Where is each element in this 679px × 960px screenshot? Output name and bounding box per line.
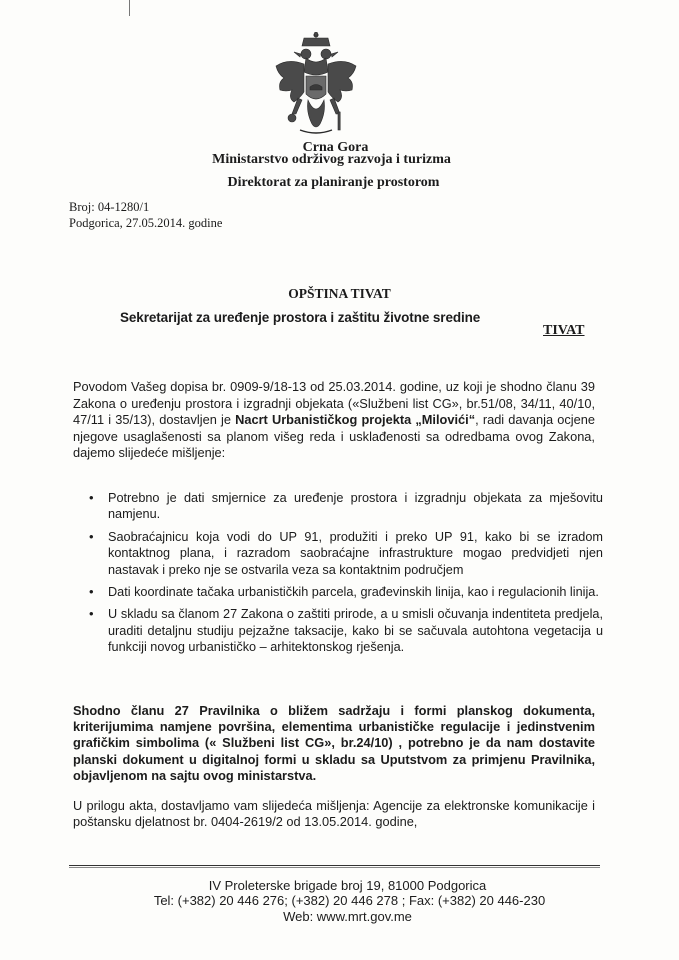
document-number: Broj: 04-1280/1: [69, 200, 150, 214]
project-name: Nacrt Urbanističkog projekta „Milovići“: [235, 412, 476, 428]
footer-web: Web: www.mrt.gov.me: [283, 909, 412, 924]
attachment-paragraph: U prilogu akta, dostavljamo vam slijedeća mišljenja: Agencije za elektronske komunikacije i poštansku djelatnost br. 0404-2619/2 od 13.05.2014. godine,: [73, 798, 595, 830]
scan-mark: [129, 0, 130, 16]
recipient-secretariat: Sekretarijat za uređenje prostora i zaštitu životne sredine: [120, 310, 481, 325]
bullet-dot-icon: •: [89, 584, 94, 600]
intro-text-part1: Povodom Vašeg dopisa br. 0909-9/18-13 od 25.03.2014. godine, uz koji je shodno članu 39 Zakona o uređenju prostora i izgradnji objekata («Službeni list CG», br.51/08, 34/11, 40/10, 47/11 i 35/13), dostavljen je: [73, 379, 595, 428]
place-date: Podgorica, 27.05.2014. godine: [69, 216, 223, 230]
directorate-name: Direktorat za planiranje prostorom: [227, 175, 440, 190]
regulation-paragraph: Shodno članu 27 Pravilnika o bližem sadržaju i formi planskog dokumenta, kriterijumima namjene površina, elementima urbanističke regulacije i jedinstvenim grafičkim simbolima (« Službeni list CG», br.24/10) , potrebno je da nam dostavite planski dokument u digitalnoj formi u skladu sa Uputstvom za primjenu Pravilnika, objavljenom na sajtu ovog ministarstva.: [73, 703, 595, 783]
list-item: [89, 529, 603, 578]
list-item-text: U skladu sa članom 27 Zakona o zaštiti prirode, a u smisli očuvanja indentiteta predjela, uraditi detaljnu studiju pejzažne taksacije, kako bi se sačuvala autohtona vegetacija u funkciji novog urbanističko – arhitektonskog rješenja.: [108, 607, 603, 655]
footer-divider: [69, 865, 600, 866]
footer-divider-secondary: [69, 867, 600, 868]
bullet-dot-icon: •: [89, 528, 94, 544]
list-item: [89, 606, 603, 655]
bullet-dot-icon: •: [89, 606, 94, 622]
footer-phones: Tel: (+382) 20 446 276; (+382) 20 446 278 ; Fax: (+382) 20 446-230: [153, 893, 546, 908]
list-item-text: Dati koordinate tačaka urbanističkih parcela, građevinskih linija, kao i regulacionih linija.: [108, 585, 599, 600]
ministry-name: Ministarstvo održivog razvoja i turizma: [212, 152, 451, 167]
intro-paragraph: [73, 379, 595, 462]
remarks-list: [89, 490, 603, 662]
list-item-text: Saobraćajnicu koja vodi do UP 91, produžiti i preko UP 91, kako bi se izradom kontaktnog plana, i razradom saobraćajne infrastrukture mogao predvidjeti njen nastavak i preko nje se ostvarila veza sa kontaktnim područjem: [108, 529, 603, 577]
list-item: [89, 584, 603, 600]
intro-text-part2: , radi davanja ocjene njegove usaglašenosti sa planom višeg reda i usklađenosti sa odredbama ovog Zakona, dajemo slijedeće mišljenje:: [73, 412, 595, 461]
recipient-municipality: OPŠTINA TIVAT: [288, 286, 391, 301]
list-item: [89, 490, 603, 523]
footer-address: IV Proleterske brigade broj 19, 81000 Podgorica: [208, 878, 487, 893]
country-name: Crna Gora: [302, 140, 369, 155]
recipient-city: TIVAT: [543, 323, 585, 338]
montenegro-coat-of-arms-icon: [270, 32, 362, 138]
bullet-dot-icon: •: [89, 490, 94, 505]
list-item-text: Potrebno je dati smjernice za uređenje prostora i izgradnju objekata za mješovitu namjenu.: [108, 491, 603, 522]
